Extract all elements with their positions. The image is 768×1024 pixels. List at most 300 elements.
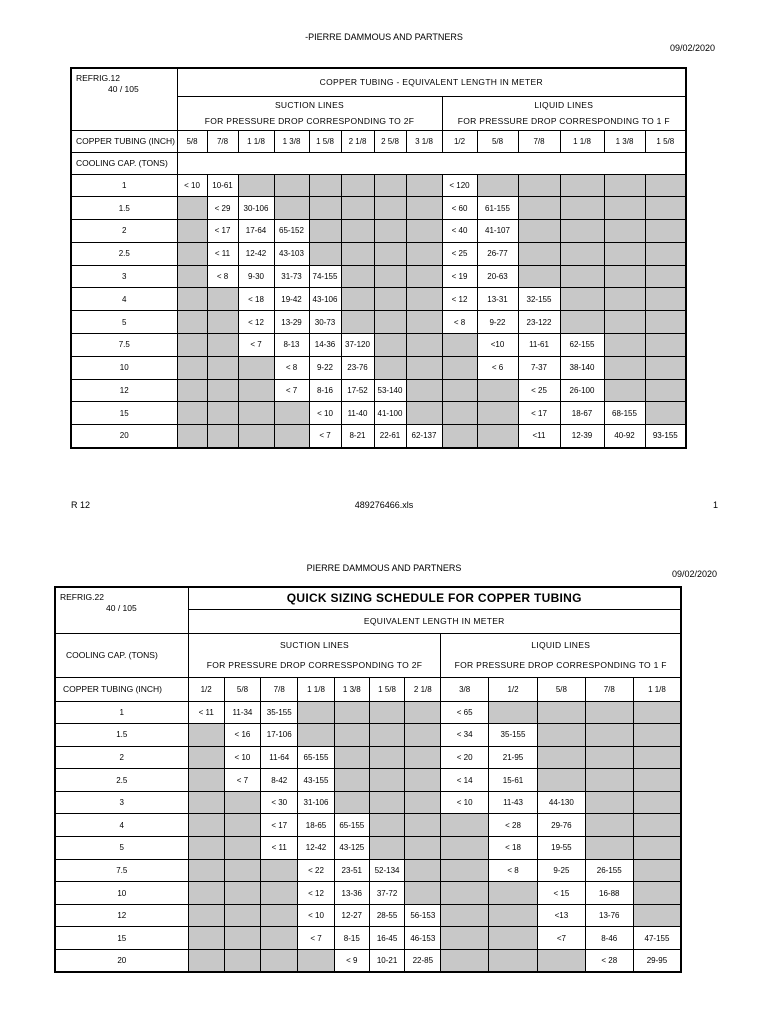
suction-value-cell: [274, 425, 309, 448]
suction-size-header: 5/8: [177, 130, 207, 152]
liquid-size-header: 1/2: [442, 130, 477, 152]
liquid-value-cell: [518, 265, 560, 288]
liquid-value-cell: [633, 882, 681, 905]
suction-value-cell: 17-52: [341, 379, 374, 402]
suction-value-cell: [261, 904, 298, 927]
suction-value-cell: 16-45: [369, 927, 404, 950]
suction-size-header: 3 1/8: [406, 130, 442, 152]
liquid-value-cell: [477, 379, 518, 402]
suction-value-cell: [406, 311, 442, 334]
suction-value-cell: [334, 701, 369, 724]
liquid-value-cell: 26-100: [560, 379, 604, 402]
suction-value-cell: 35-155: [261, 701, 298, 724]
liquid-value-cell: <7: [538, 927, 585, 950]
suction-value-cell: 12-27: [334, 904, 369, 927]
table-row: [71, 265, 686, 288]
date-2: 09/02/2020: [672, 569, 718, 579]
liquid-value-cell: [604, 379, 645, 402]
suction-value-cell: 8-13: [274, 334, 309, 357]
suction-value-cell: [177, 379, 207, 402]
suction-value-cell: 43-125: [334, 837, 369, 860]
suction-value-cell: [406, 288, 442, 311]
liquid-value-cell: [477, 402, 518, 425]
suction-value-cell: < 7: [309, 425, 341, 448]
table-row: [55, 724, 681, 747]
suction-value-cell: 17-64: [238, 220, 274, 243]
suction-value-cell: [177, 334, 207, 357]
suction-value-cell: [341, 242, 374, 265]
suction-value-cell: [261, 927, 298, 950]
liquid-value-cell: 38-140: [560, 356, 604, 379]
suction-value-cell: [374, 242, 406, 265]
suction-value-cell: < 17: [261, 814, 298, 837]
table-row: [55, 859, 681, 882]
cooling-cap-cell: 5: [71, 311, 177, 334]
liquid-value-cell: [442, 402, 477, 425]
liquid-value-cell: [538, 701, 585, 724]
suction-value-cell: [405, 859, 441, 882]
suction-value-cell: [224, 837, 260, 860]
suction-value-cell: [369, 701, 404, 724]
suction-value-cell: < 11: [261, 837, 298, 860]
suction-value-cell: [224, 791, 260, 814]
liquid-size-header: 1/2: [488, 677, 537, 701]
liquid-value-cell: 26-155: [585, 859, 633, 882]
tubing-label-2: COPPER TUBING (INCH): [55, 677, 188, 701]
suction-value-cell: 11-40: [341, 402, 374, 425]
suction-value-cell: [274, 402, 309, 425]
liquid-value-cell: [645, 402, 686, 425]
suction-value-cell: [309, 197, 341, 220]
suction-value-cell: 23-76: [341, 356, 374, 379]
suction-value-cell: [369, 769, 404, 792]
suction-value-cell: [188, 814, 224, 837]
table-row: [71, 334, 686, 357]
liquid-value-cell: [441, 904, 488, 927]
liquid-value-cell: [585, 769, 633, 792]
suction-value-cell: 23-51: [334, 859, 369, 882]
table-row: [55, 746, 681, 769]
cooling-cap-cell: 12: [71, 379, 177, 402]
suction-value-cell: 37-72: [369, 882, 404, 905]
suction-value-cell: [369, 837, 404, 860]
suction-value-cell: 11-64: [261, 746, 298, 769]
liquid-subtitle-2: FOR PRESSURE DROP CORRESPONDING TO 1 F: [454, 660, 667, 670]
suction-value-cell: [224, 904, 260, 927]
suction-value-cell: < 8: [207, 265, 238, 288]
suction-value-cell: < 10: [177, 174, 207, 197]
suction-value-cell: 56-153: [405, 904, 441, 927]
liquid-value-cell: < 34: [441, 724, 488, 747]
suction-value-cell: 74-155: [309, 265, 341, 288]
table-row: [55, 814, 681, 837]
liquid-value-cell: [538, 724, 585, 747]
liquid-value-cell: 11-61: [518, 334, 560, 357]
liquid-value-cell: [633, 791, 681, 814]
liquid-value-cell: [488, 950, 537, 973]
suction-title-2: SUCTION LINES: [279, 640, 350, 650]
suction-value-cell: 46-153: [405, 927, 441, 950]
suction-value-cell: [369, 724, 404, 747]
liquid-value-cell: [488, 904, 537, 927]
cooling-cap-cell: 3: [55, 791, 188, 814]
suction-value-cell: [188, 746, 224, 769]
suction-value-cell: [334, 769, 369, 792]
liquid-value-cell: [560, 288, 604, 311]
table-row: [55, 950, 681, 973]
table-row: [71, 402, 686, 425]
suction-value-cell: [406, 174, 442, 197]
suction-title: SUCTION LINES: [274, 100, 345, 110]
liquid-value-cell: [645, 197, 686, 220]
cooling-cap-cell: 10: [55, 882, 188, 905]
liquid-value-cell: [604, 197, 645, 220]
liquid-value-cell: < 14: [441, 769, 488, 792]
suction-value-cell: 65-155: [298, 746, 334, 769]
table-row: [71, 197, 686, 220]
suction-size-header: 2 1/8: [341, 130, 374, 152]
suction-value-cell: [406, 402, 442, 425]
liquid-value-cell: 18-67: [560, 402, 604, 425]
suction-value-cell: < 16: [224, 724, 260, 747]
liquid-value-cell: [538, 950, 585, 973]
suction-value-cell: 13-29: [274, 311, 309, 334]
liquid-value-cell: [645, 288, 686, 311]
liquid-value-cell: < 25: [442, 242, 477, 265]
suction-size-header: 1 5/8: [369, 677, 404, 701]
liquid-value-cell: [604, 311, 645, 334]
liquid-value-cell: 11-43: [488, 791, 537, 814]
liquid-value-cell: 26-77: [477, 242, 518, 265]
liquid-value-cell: [488, 882, 537, 905]
cooling-label-2: COOLING CAP. (TONS): [55, 633, 188, 677]
liquid-value-cell: [645, 220, 686, 243]
suction-subtitle: FOR PRESSURE DROP CORRESPONDING TO 2F: [204, 116, 415, 126]
liquid-value-cell: < 120: [442, 174, 477, 197]
liquid-value-cell: 41-107: [477, 220, 518, 243]
liquid-size-header: 7/8: [585, 677, 633, 701]
suction-value-cell: [177, 197, 207, 220]
tubing-label: COPPER TUBING (INCH): [71, 130, 177, 152]
liquid-value-cell: [633, 904, 681, 927]
suction-value-cell: 8-16: [309, 379, 341, 402]
suction-value-cell: [238, 402, 274, 425]
suction-value-cell: [177, 311, 207, 334]
liquid-value-cell: < 28: [585, 950, 633, 973]
liquid-value-cell: [488, 701, 537, 724]
suction-value-cell: 41-100: [374, 402, 406, 425]
suction-value-cell: 8-21: [341, 425, 374, 448]
table-row: [55, 837, 681, 860]
suction-value-cell: [405, 814, 441, 837]
liquid-size-header: 1 1/8: [560, 130, 604, 152]
liquid-value-cell: 32-155: [518, 288, 560, 311]
suction-value-cell: [341, 288, 374, 311]
r12-sizing-table: [70, 67, 687, 449]
liquid-value-cell: 8-46: [585, 927, 633, 950]
suction-value-cell: [374, 174, 406, 197]
table-row: [71, 242, 686, 265]
suction-value-cell: [406, 379, 442, 402]
liquid-value-cell: 29-95: [633, 950, 681, 973]
cooling-cap-cell: 7.5: [71, 334, 177, 357]
table-row: [71, 356, 686, 379]
suction-value-cell: [334, 791, 369, 814]
suction-size-header: 5/8: [224, 677, 260, 701]
suction-value-cell: [238, 379, 274, 402]
suction-value-cell: [188, 927, 224, 950]
ratio-label: 40 / 105: [108, 84, 139, 94]
liquid-value-cell: < 19: [442, 265, 477, 288]
suction-value-cell: 28-55: [369, 904, 404, 927]
table-row: [55, 927, 681, 950]
suction-size-header: 1 1/8: [238, 130, 274, 152]
suction-header: [177, 96, 442, 130]
liquid-value-cell: [585, 746, 633, 769]
liquid-value-cell: [442, 425, 477, 448]
suction-subtitle-2: FOR PRESSURE DROP CORRESSPONDING TO 2F: [206, 660, 423, 670]
liquid-value-cell: <11: [518, 425, 560, 448]
liquid-header: [442, 96, 686, 130]
suction-value-cell: [298, 701, 334, 724]
suction-size-header: 2 1/8: [405, 677, 441, 701]
suction-value-cell: [374, 356, 406, 379]
liquid-value-cell: [441, 927, 488, 950]
suction-value-cell: [261, 859, 298, 882]
suction-value-cell: < 9: [334, 950, 369, 973]
company-name-1: -PIERRE DAMMOUS AND PARTNERS: [305, 32, 463, 42]
suction-value-cell: [369, 791, 404, 814]
liquid-value-cell: [633, 837, 681, 860]
suction-value-cell: 65-152: [274, 220, 309, 243]
suction-value-cell: [298, 724, 334, 747]
suction-value-cell: [224, 814, 260, 837]
liquid-value-cell: [604, 334, 645, 357]
ratio-label-2: 40 / 105: [106, 603, 137, 613]
cooling-cap-cell: 2: [71, 220, 177, 243]
suction-value-cell: 8-42: [261, 769, 298, 792]
liquid-value-cell: [604, 220, 645, 243]
liquid-value-cell: [442, 334, 477, 357]
refrig-label-2: REFRIG.22: [60, 592, 104, 602]
suction-value-cell: [177, 220, 207, 243]
liquid-value-cell: < 12: [442, 288, 477, 311]
liquid-value-cell: [633, 769, 681, 792]
footer-page: 1: [713, 500, 719, 510]
suction-value-cell: 12-42: [238, 242, 274, 265]
suction-value-cell: < 8: [274, 356, 309, 379]
liquid-value-cell: [633, 859, 681, 882]
cooling-cap-cell: 2.5: [55, 769, 188, 792]
suction-value-cell: 12-42: [298, 837, 334, 860]
cooling-cap-cell: 1: [71, 174, 177, 197]
liquid-value-cell: [441, 814, 488, 837]
suction-value-cell: [188, 859, 224, 882]
liquid-value-cell: 13-31: [477, 288, 518, 311]
liquid-value-cell: [645, 311, 686, 334]
refrig-cell-2: [55, 587, 188, 633]
suction-value-cell: [405, 746, 441, 769]
suction-value-cell: [188, 791, 224, 814]
suction-value-cell: [374, 311, 406, 334]
suction-value-cell: < 11: [188, 701, 224, 724]
suction-value-cell: [261, 882, 298, 905]
suction-value-cell: [406, 220, 442, 243]
liquid-value-cell: [518, 197, 560, 220]
suction-value-cell: [261, 950, 298, 973]
suction-value-cell: < 10: [298, 904, 334, 927]
suction-value-cell: [374, 220, 406, 243]
liquid-value-cell: 13-76: [585, 904, 633, 927]
suction-value-cell: [369, 746, 404, 769]
liquid-value-cell: 62-155: [560, 334, 604, 357]
suction-size-header: 1 5/8: [309, 130, 341, 152]
suction-value-cell: < 12: [298, 882, 334, 905]
liquid-size-header: 1 1/8: [633, 677, 681, 701]
liquid-value-cell: 16-88: [585, 882, 633, 905]
suction-value-cell: 22-61: [374, 425, 406, 448]
suction-value-cell: < 7: [274, 379, 309, 402]
suction-size-header: 1 3/8: [274, 130, 309, 152]
suction-value-cell: [207, 379, 238, 402]
suction-value-cell: [177, 356, 207, 379]
suction-value-cell: < 29: [207, 197, 238, 220]
suction-value-cell: [188, 904, 224, 927]
cooling-cap-cell: 10: [71, 356, 177, 379]
suction-value-cell: [405, 701, 441, 724]
suction-value-cell: [374, 197, 406, 220]
suction-value-cell: [207, 311, 238, 334]
liquid-value-cell: [604, 174, 645, 197]
liquid-value-cell: [518, 174, 560, 197]
suction-value-cell: 53-140: [374, 379, 406, 402]
suction-value-cell: [334, 746, 369, 769]
suction-value-cell: 43-103: [274, 242, 309, 265]
suction-value-cell: 30-73: [309, 311, 341, 334]
suction-value-cell: [309, 174, 341, 197]
suction-value-cell: [406, 356, 442, 379]
liquid-value-cell: [633, 724, 681, 747]
liquid-value-cell: [560, 265, 604, 288]
suction-value-cell: [188, 882, 224, 905]
liquid-value-cell: < 25: [518, 379, 560, 402]
table-row: [71, 174, 686, 197]
liquid-value-cell: [560, 220, 604, 243]
suction-value-cell: 18-65: [298, 814, 334, 837]
suction-value-cell: [405, 769, 441, 792]
suction-value-cell: [188, 724, 224, 747]
liquid-size-header: 1 5/8: [645, 130, 686, 152]
liquid-value-cell: < 17: [518, 402, 560, 425]
cooling-cap-cell: 5: [55, 837, 188, 860]
suction-value-cell: 43-155: [298, 769, 334, 792]
cooling-cap-cell: 1: [55, 701, 188, 724]
liquid-value-cell: [645, 265, 686, 288]
liquid-value-cell: < 10: [441, 791, 488, 814]
suction-value-cell: [369, 814, 404, 837]
suction-value-cell: 19-42: [274, 288, 309, 311]
suction-header-2: [188, 633, 441, 677]
table-title-2: QUICK SIZING SCHEDULE FOR COPPER TUBING: [188, 587, 681, 609]
liquid-value-cell: [518, 242, 560, 265]
suction-value-cell: < 18: [238, 288, 274, 311]
suction-value-cell: [374, 265, 406, 288]
suction-value-cell: [188, 950, 224, 973]
suction-value-cell: 13-36: [334, 882, 369, 905]
cooling-cap-cell: 15: [71, 402, 177, 425]
suction-size-header: 1 3/8: [334, 677, 369, 701]
liquid-value-cell: [585, 791, 633, 814]
company-name-2: PIERRE DAMMOUS AND PARTNERS: [306, 563, 462, 573]
suction-value-cell: [405, 724, 441, 747]
suction-value-cell: [188, 769, 224, 792]
liquid-value-cell: [477, 425, 518, 448]
suction-value-cell: [238, 174, 274, 197]
footer-file: 489276466.xls: [354, 500, 414, 510]
table-row: [71, 425, 686, 448]
suction-value-cell: 52-134: [369, 859, 404, 882]
liquid-value-cell: [585, 724, 633, 747]
footer-sheet: R 12: [71, 500, 91, 510]
suction-value-cell: [224, 950, 260, 973]
suction-value-cell: [406, 334, 442, 357]
suction-size-header: 2 5/8: [374, 130, 406, 152]
suction-value-cell: < 10: [224, 746, 260, 769]
liquid-value-cell: 15-61: [488, 769, 537, 792]
suction-value-cell: 14-36: [309, 334, 341, 357]
liquid-value-cell: < 8: [442, 311, 477, 334]
liquid-size-header: 5/8: [538, 677, 585, 701]
suction-value-cell: [177, 242, 207, 265]
suction-value-cell: 30-106: [238, 197, 274, 220]
suction-value-cell: [207, 356, 238, 379]
cooling-cap-cell: 4: [55, 814, 188, 837]
suction-value-cell: [224, 882, 260, 905]
suction-value-cell: 22-85: [405, 950, 441, 973]
suction-value-cell: [207, 402, 238, 425]
liquid-size-header: 7/8: [518, 130, 560, 152]
liquid-title: LIQUID LINES: [534, 100, 594, 110]
liquid-value-cell: 40-92: [604, 425, 645, 448]
suction-value-cell: [238, 425, 274, 448]
liquid-value-cell: < 18: [488, 837, 537, 860]
table-row: [55, 791, 681, 814]
liquid-value-cell: [645, 356, 686, 379]
suction-value-cell: [309, 242, 341, 265]
liquid-value-cell: 35-155: [488, 724, 537, 747]
liquid-value-cell: 9-22: [477, 311, 518, 334]
suction-value-cell: [341, 220, 374, 243]
suction-value-cell: < 11: [207, 242, 238, 265]
suction-value-cell: 62-137: [406, 425, 442, 448]
cooling-cap-cell: 3: [71, 265, 177, 288]
liquid-title-2: LIQUID LINES: [531, 640, 591, 650]
suction-value-cell: 31-106: [298, 791, 334, 814]
suction-value-cell: 65-155: [334, 814, 369, 837]
liquid-value-cell: [560, 197, 604, 220]
liquid-value-cell: 9-25: [538, 859, 585, 882]
table-row: [71, 288, 686, 311]
liquid-value-cell: <13: [538, 904, 585, 927]
suction-value-cell: [207, 288, 238, 311]
liquid-value-cell: < 15: [538, 882, 585, 905]
table-row: [55, 701, 681, 724]
liquid-value-cell: 47-155: [633, 927, 681, 950]
liquid-value-cell: [604, 265, 645, 288]
liquid-value-cell: [560, 174, 604, 197]
suction-value-cell: [405, 791, 441, 814]
liquid-value-cell: [604, 356, 645, 379]
